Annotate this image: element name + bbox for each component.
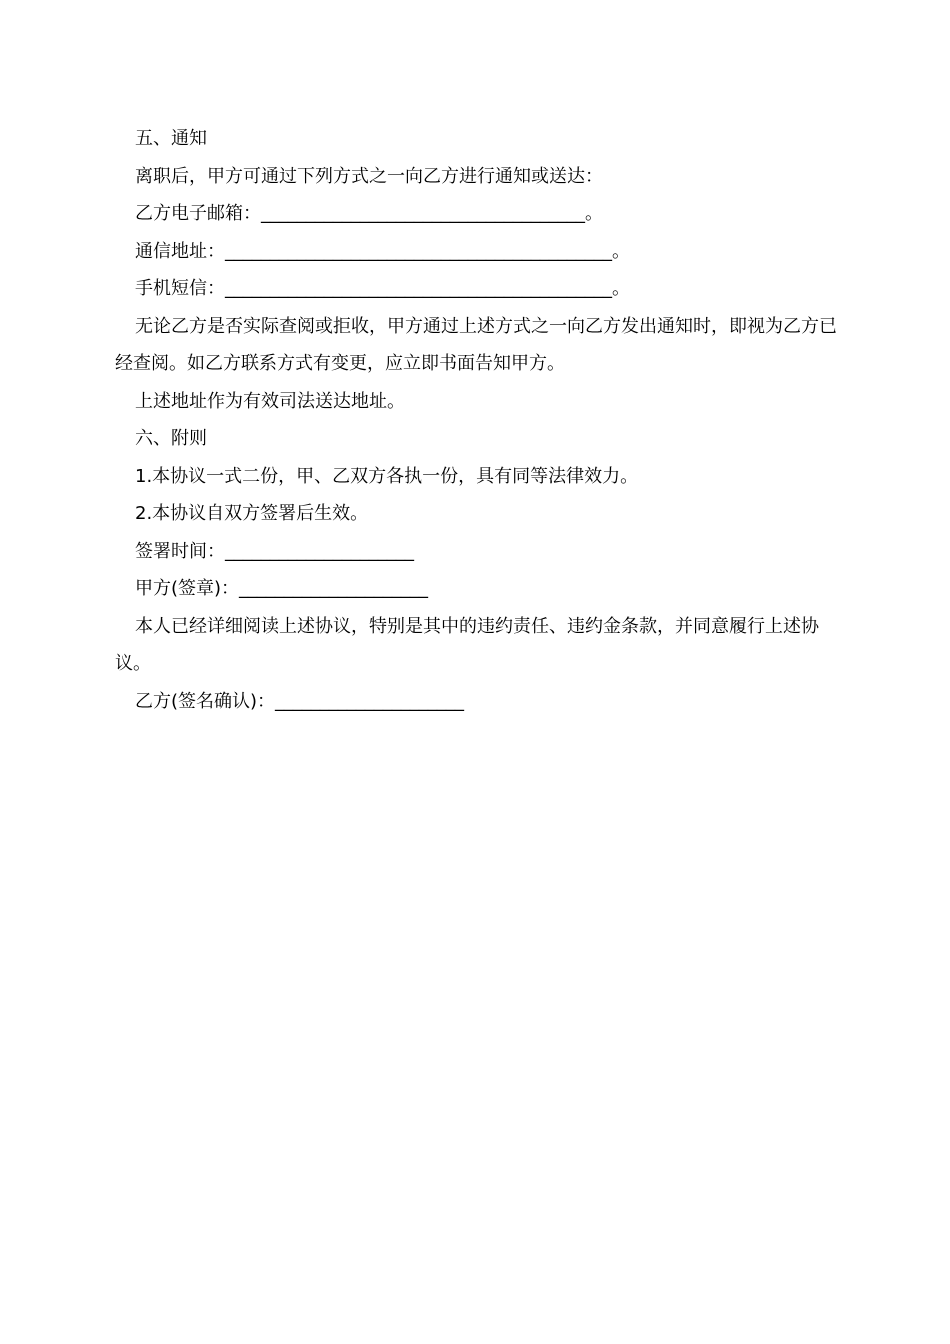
- sms-field-line: 手机短信：___________________________________________。: [135, 278, 630, 299]
- party-a-signature-line: 甲方(签章)：_____________________: [135, 578, 429, 599]
- clause-effective: 2.本协议自双方签署后生效。: [135, 503, 369, 524]
- email-field-line: 乙方电子邮箱：____________________________________。: [135, 203, 603, 224]
- legal-address-statement: 上述地址作为有效司法送达地址。: [135, 390, 405, 412]
- acknowledgement-paragraph: 本人已经详细阅读上述协议，特别是其中的违约责任、违约金条款，并同意履行上述协议。: [115, 615, 819, 674]
- section-heading-notice: 五、通知: [135, 128, 207, 149]
- signing-date-line: 签署时间：_____________________: [135, 540, 414, 562]
- document-body: [115, 120, 837, 720]
- party-b-signature-line: 乙方(签名确认)：_____________________: [135, 690, 465, 712]
- notice-effect-paragraph: 无论乙方是否实际查阅或拒收，甲方通过上述方式之一向乙方发出通知时，即视为乙方已经查阅。如乙方联系方式有变更，应立即书面告知甲方。: [115, 315, 837, 374]
- clause-copies: 1.本协议一式二份，甲、乙双方各执一份，具有同等法律效力。: [135, 465, 639, 487]
- notice-intro: 离职后，甲方可通过下列方式之一向乙方进行通知或送达：: [135, 165, 603, 187]
- section-heading-supplementary: 六、附则: [135, 428, 207, 449]
- address-field-line: 通信地址：___________________________________________。: [135, 240, 630, 262]
